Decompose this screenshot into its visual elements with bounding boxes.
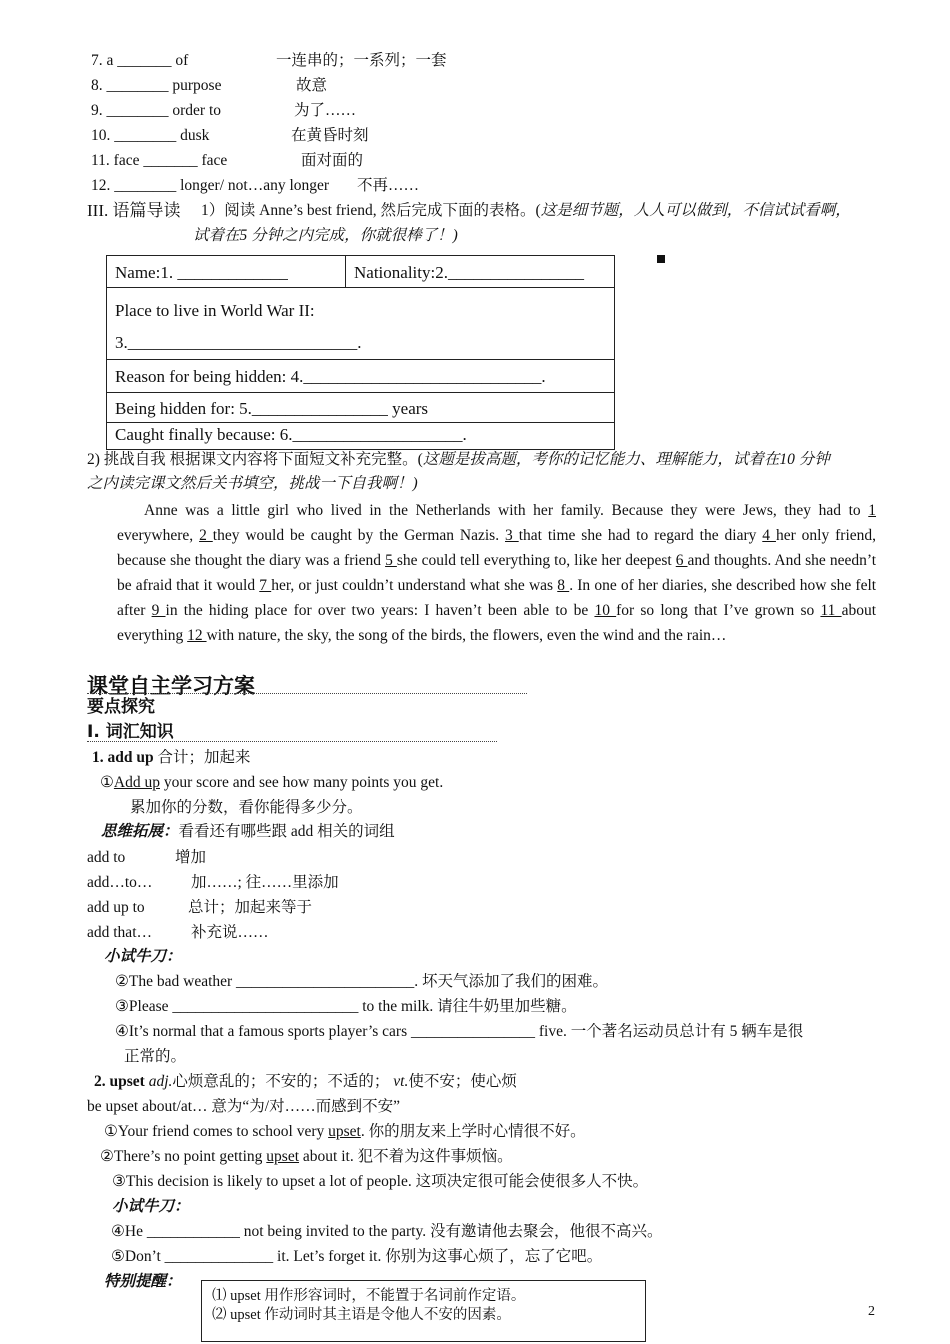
nationality-cell: Nationality:2.________________ (346, 256, 615, 288)
name-cell: Name:1. _____________ (107, 256, 346, 288)
group-2-zh: 加……; 往……里添加 (191, 874, 339, 891)
item1-try-4-cont: 正常的。 (124, 1048, 187, 1065)
item2-example-3: ③This decision is likely to upset a lot of people. 这项决定很可能会使很多人不快。 (112, 1173, 649, 1190)
phrase-9: 9. ________ order to (91, 102, 222, 119)
caught-cell: Caught finally because: 6.____________________. (107, 423, 615, 450)
bullet-square-icon (657, 255, 665, 263)
item1-try-3: ③Please ________________________ to the milk. 请往牛奶里加些糖。 (115, 998, 577, 1015)
item1-example: ①Add up your score and see how many points you get. (100, 774, 444, 791)
section-heading: 课堂自主学习方案 (87, 674, 255, 698)
item1-try-2: ②The bad weather _______________________. 坏天气添加了我们的困难。 (115, 973, 609, 990)
group-2: add…to… (87, 874, 153, 891)
blank-11: 11 (820, 602, 842, 619)
group-3-zh: 总计；加起来等于 (188, 899, 313, 916)
phrase-8-zh: 故意 (296, 77, 328, 94)
group-1-zh: 增加 (175, 849, 207, 866)
task2-line1: 2) 挑战自我 根据课文内容将下面短文补充完整。(这题是拔高题，考你的记忆能力、理解能力，试着在10 分钟 (87, 451, 830, 468)
item2-try-5: ⑤Don’t ______________ it. Let’s forget it. 你别为这事心烦了，忘了它吧。 (111, 1248, 603, 1265)
page-number: 2 (868, 1304, 875, 1319)
item1-example-zh: 累加你的分数，看你能得多少分。 (130, 799, 363, 816)
item2-try-label: 小试牛刀： (112, 1198, 190, 1215)
item2-example-2: ②There’s no point getting upset about it. 犯不着为这件事烦恼。 (100, 1148, 513, 1165)
phrase-7-zh: 一连串的；一系列；一套 (276, 52, 447, 69)
item2-title: 2. upset adj.心烦意乱的；不安的；不适的； vt.使不安；使心烦 (94, 1073, 517, 1090)
passage: Anne was a little girl who lived in the Netherlands with her family. Because they were Jews, they had to 1 everywhere, 2 they would be caught by the German Nazis. 3 that time she had to regard the diary 4 her only friend, because she thought the diary was a friend 5 she could tell everything to, like her deepest 6 and thoughts. And she needn’t be afraid that it would 7 her, or just couldn’t understand what she was 8 . In one of her diaries, she described how she felt after 9 in the hiding place for over two years: I haven’t been able to be 10 for so long that I’ve grown so 11 about everything 12 with nature, the sky, the song of the birds, the flowers, even the wind and the rain… (117, 502, 877, 644)
phrase-10-zh: 在黄昏时刻 (291, 127, 369, 144)
note-2: ⑵ upset 作动词时其主语是令他人不安的因素。 (212, 1307, 511, 1323)
blank-6: 6 (675, 552, 688, 569)
item2-phrase: be upset about/at… 意为“为/对……而感到不安” (87, 1098, 400, 1115)
blank-2: 2 (199, 527, 213, 544)
task2-line2: 之内读完课文然后关书填空，挑战一下自我啊！) (87, 475, 418, 492)
phrase-10: 10. ________ dusk (91, 127, 210, 144)
section-3-task1-note: 试着在5 分钟之内完成，你就很棒了！) (193, 227, 458, 244)
note-1: ⑴ upset 用作形容词时，不能置于名词前作定语。 (212, 1288, 526, 1304)
phrase-9-zh: 为了…… (294, 102, 357, 119)
blank-12: 12 (187, 627, 207, 644)
hidden-for-cell: Being hidden for: 5.________________ years (107, 393, 615, 423)
item2-example-1: ①Your friend comes to school very upset. 你的朋友来上学时心情很不好。 (104, 1123, 586, 1140)
reason-cell: Reason for being hidden: 4.____________________________. (107, 360, 615, 393)
blank-5: 5 (385, 552, 397, 569)
blank-10: 10 (594, 602, 617, 619)
blank-7: 7 (259, 577, 272, 594)
phrase-11-zh: 面对面的 (301, 152, 364, 169)
section-3-task1: 1）阅读 Anne’s best friend, 然后完成下面的表格。(这是细节题，人人可以做到，不信试试看啊， (201, 202, 851, 219)
blank-4: 4 (762, 527, 776, 544)
blank-8: 8 (557, 577, 570, 594)
sub-heading-1: 要点探究 (87, 697, 155, 717)
item1-try-label: 小试牛刀： (104, 948, 182, 965)
group-4: add that… (87, 924, 152, 941)
blank-3: 3 (505, 527, 519, 544)
section-3-title: III. 语篇导读 (87, 201, 181, 220)
item1-title: 1. add up 合计；加起来 (92, 749, 251, 766)
info-table (106, 255, 615, 450)
group-1: add to (87, 849, 126, 866)
item2-try-4: ④He ____________ not being invited to the party. 没有邀请他去聚会，他很不高兴。 (111, 1223, 663, 1240)
item1-think: 思维拓展：看看还有哪些跟 add 相关的词组 (101, 823, 395, 840)
phrase-7: 7. a _______ of (91, 52, 189, 69)
sub-heading-2: I. 词汇知识 (87, 722, 174, 742)
place-cell: Place to live in World War II: 3.___________________________. (107, 288, 615, 360)
note-box (201, 1280, 646, 1342)
phrase-12: 12. ________ longer/ not…any longer (91, 177, 330, 194)
phrase-12-zh: 不再…… (357, 177, 420, 194)
group-3: add up to (87, 899, 145, 916)
phrase-8: 8. ________ purpose (91, 77, 222, 94)
sub-heading-rule (87, 741, 497, 742)
blank-1: 1 (868, 502, 877, 519)
heading-rule (87, 693, 527, 694)
item1-try-4: ④It’s normal that a famous sports player’s cars ________________ five. 一个著名运动员总计有 5 辆车是很 (115, 1023, 804, 1040)
item2-note-label: 特别提醒： (104, 1273, 182, 1290)
blank-9: 9 (151, 602, 166, 619)
group-4-zh: 补充说…… (191, 924, 269, 941)
phrase-11: 11. face _______ face (91, 152, 228, 169)
